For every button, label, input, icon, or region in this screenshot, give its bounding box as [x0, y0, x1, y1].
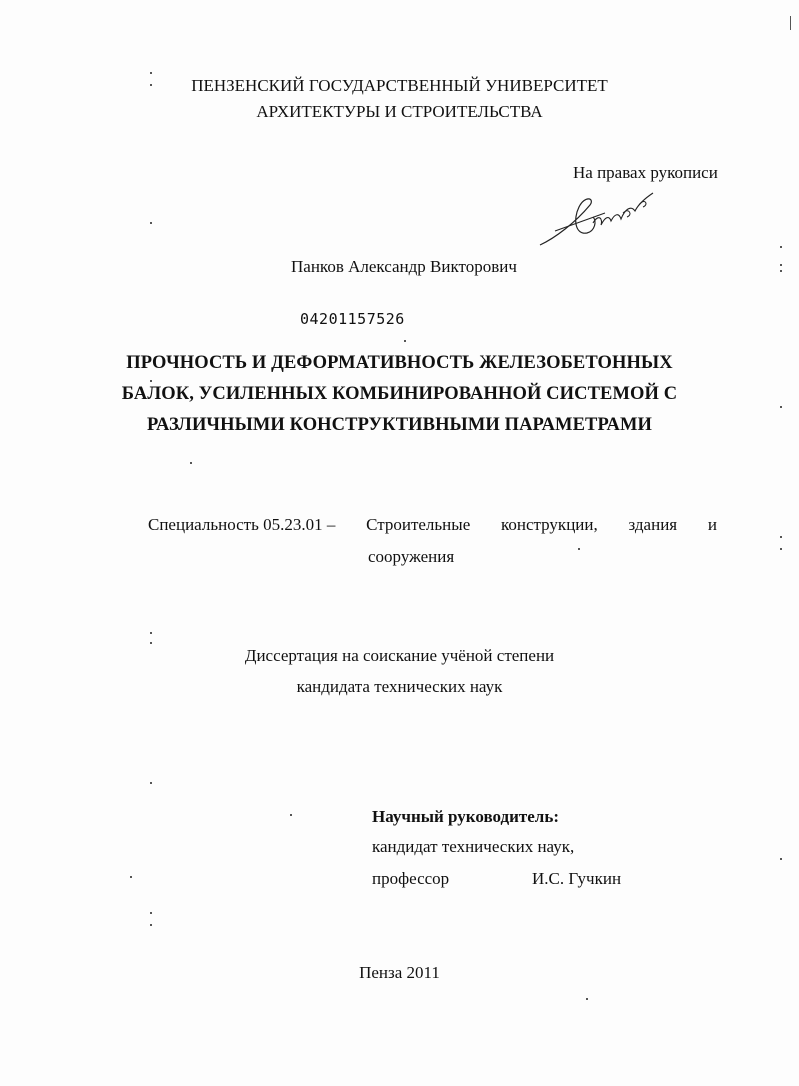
- scan-speck: [780, 858, 782, 860]
- scan-speck: [150, 924, 152, 926]
- scan-speck: [150, 222, 152, 224]
- signature-icon: [535, 183, 665, 253]
- scan-speck: [780, 264, 782, 266]
- place-year: Пенза 2011: [359, 963, 440, 982]
- scan-speck: [190, 462, 192, 464]
- scan-speck: [578, 548, 580, 550]
- registration-number: 04201157526: [300, 310, 405, 328]
- author-name: Панков Александр Викторович: [291, 257, 517, 276]
- scan-speck: [790, 16, 791, 30]
- scan-speck: [150, 912, 152, 914]
- title-line3: РАЗЛИЧНЫМИ КОНСТРУКТИВНЫМИ ПАРАМЕТРАМИ: [146, 415, 653, 435]
- specialty-code: Специальность 05.23.01 –: [148, 515, 336, 534]
- scan-speck: [130, 876, 132, 878]
- scan-speck: [150, 632, 152, 634]
- scan-speck: [290, 814, 292, 816]
- specialty-word1: Строительные: [366, 515, 471, 534]
- dissertation-line1: Диссертация на соискание учёной степени: [244, 646, 555, 665]
- advisor-rank: профессор: [372, 869, 450, 888]
- scan-speck: [150, 782, 152, 784]
- scan-speck: [150, 72, 152, 74]
- scan-speck: [780, 270, 782, 272]
- scan-speck: [780, 406, 782, 408]
- specialty-word2: конструкции,: [500, 515, 598, 534]
- scan-speck: [404, 340, 406, 342]
- scan-speck: [586, 998, 588, 1000]
- title-line1: ПРОЧНОСТЬ И ДЕФОРМАТИВНОСТЬ ЖЕЛЕЗОБЕТОННЫХ: [126, 353, 673, 373]
- university-name-line1: ПЕНЗЕНСКИЙ ГОСУДАРСТВЕННЫЙ УНИВЕРСИТЕТ: [191, 76, 608, 95]
- advisor-name: И.С. Гучкин: [532, 869, 622, 888]
- scan-speck: [150, 84, 152, 86]
- specialty-line1: [148, 515, 717, 535]
- scan-speck: [150, 642, 152, 644]
- manuscript-note: На правах рукописи: [573, 163, 718, 182]
- scan-speck: [150, 380, 152, 382]
- advisor-degree: кандидат технических наук,: [372, 837, 575, 856]
- dissertation-line2: кандидата технических наук: [296, 677, 503, 696]
- scan-speck: [780, 246, 782, 248]
- specialty-word3: здания: [628, 515, 678, 534]
- university-name-line2: АРХИТЕКТУРЫ И СТРОИТЕЛЬСТВА: [256, 102, 543, 121]
- scan-speck: [780, 536, 782, 538]
- title-line2: БАЛОК, УСИЛЕННЫХ КОМБИНИРОВАННОЙ СИСТЕМОЙ С: [121, 384, 678, 404]
- scan-speck: [780, 548, 782, 550]
- specialty-word4: и: [707, 515, 717, 534]
- specialty-line2: сооружения: [368, 547, 455, 566]
- advisor-heading: Научный руководитель:: [372, 807, 559, 826]
